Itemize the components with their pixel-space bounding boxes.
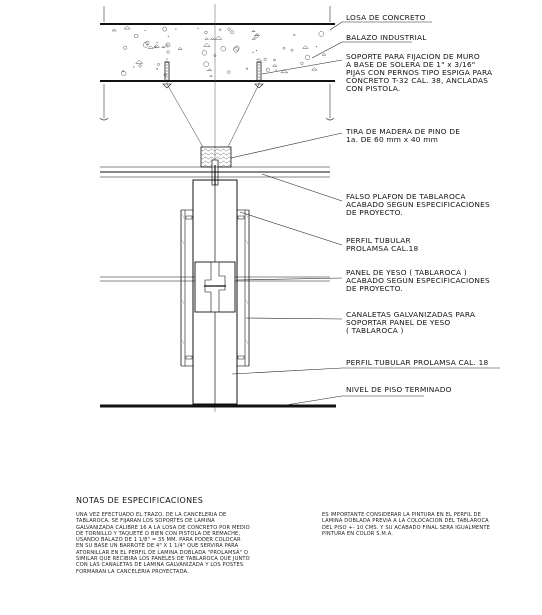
callout-labels: [76, 13, 495, 505]
label-perfil-tubular: PERFIL TUBULAR PROLAMSA CAL.18: [346, 236, 419, 253]
notes-left-line: GALVANIZADA CALIBRE 16 A LA LOSA DE CONCRETO POR MEDIO: [76, 524, 250, 531]
support-straps: [167, 84, 259, 147]
notes-right-line: ES IMPORTANTE CONSIDERAR LA PINTURA EN EL PERFIL DE: [322, 512, 481, 518]
notes-left-line: TABLAROCA, SE FIJARAN LOS SOPORTES DE LAMINA: [76, 518, 215, 525]
label-nivel-piso: NIVEL DE PISO TERMINADO: [346, 385, 452, 394]
gypsum-panel-joint: [100, 262, 330, 312]
label-perfil-cal18: PERFIL TUBULAR PROLAMSA CAL. 18: [346, 358, 489, 367]
notes-right-line: DEL PISO +- 10 CMS. Y SU ACABADO FINAL SERA IGUALMENTE: [322, 524, 490, 531]
label-tira: TIRA DE MADERA DE PINO DE 1a. DE 60 mm x 40 mm: [346, 127, 461, 144]
notes-left-line: SIMILAR QUE RECIBIRA LOS PANELES DE TABLAROCA QUE JUNTO: [76, 556, 250, 563]
notes-left-line: USANDO BALAZO DE 1 1/8" = 35 MM. PARA PODER COLOCAR: [76, 537, 241, 544]
notes-left-line: ATORNILLAR EN EL PERFIL DE LAMINA DOBLADA "PROLAMSA" O: [76, 549, 249, 556]
label-soporte: SOPORTE PARA FIJACION DE MURO A BASE DE SOLERA DE 1" x 3/16" PIJAS CON PERNOS TIPO ESPIGA PARA CONCRETO T-32 CAL. 38, ANCLADAS CON PISTOLA.: [346, 52, 493, 93]
notes-right: [322, 512, 537, 537]
label-balazo: BALAZO INDUSTRIAL: [346, 33, 427, 42]
label-canaletas: CANALETAS GALVANIZADAS PARA SOPORTAR PANEL DE YESO ( TABLAROCA ): [346, 310, 476, 335]
notes-left-line: DE TORNILLO Y TAQUETE O BIEN CON PISTOLA DE REMACHE,: [76, 530, 241, 537]
notes-left: [76, 512, 306, 575]
slab-anchors: [163, 58, 263, 88]
notes-left-line: FORMARAN LA CANCELERIA PROYECTADA.: [76, 568, 189, 575]
label-losa: LOSA DE CONCRETO: [346, 13, 426, 22]
notes-right-line: LAMINA DOBLADA PREVIA A LA COLOCACION DEL TABLAROCA: [322, 518, 489, 525]
wood-strip: [201, 147, 231, 185]
notes-right-line: PINTURA EN COLOR S.M.A.: [322, 530, 394, 537]
label-falso: FALSO PLAFON DE TABLAROCA ACABADO SEGUN ESPECIFICACIONES DE PROYECTO.: [346, 192, 490, 217]
notes-left-line: CON LAS CANALETAS DE LAMINA GALVANIZADA Y LOS POSTES: [76, 562, 244, 569]
notes-left-line: EN SU BASE UN BARROTE DE 4" X 1 1/4" QUE SERVIRA PARA: [76, 543, 239, 550]
notes-left-line: UNA VEZ EFECTUADO EL TRAZO, DE LA CANCELERIA DE: [76, 512, 227, 518]
concrete-slab: [100, 24, 335, 81]
notes-title: NOTAS DE ESPECIFICACIONES: [76, 496, 204, 505]
label-panel: PANEL DE YESO ( TABLAROCA ) ACABADO SEGUN ESPECIFICACIONES DE PROYECTO.: [346, 268, 490, 293]
